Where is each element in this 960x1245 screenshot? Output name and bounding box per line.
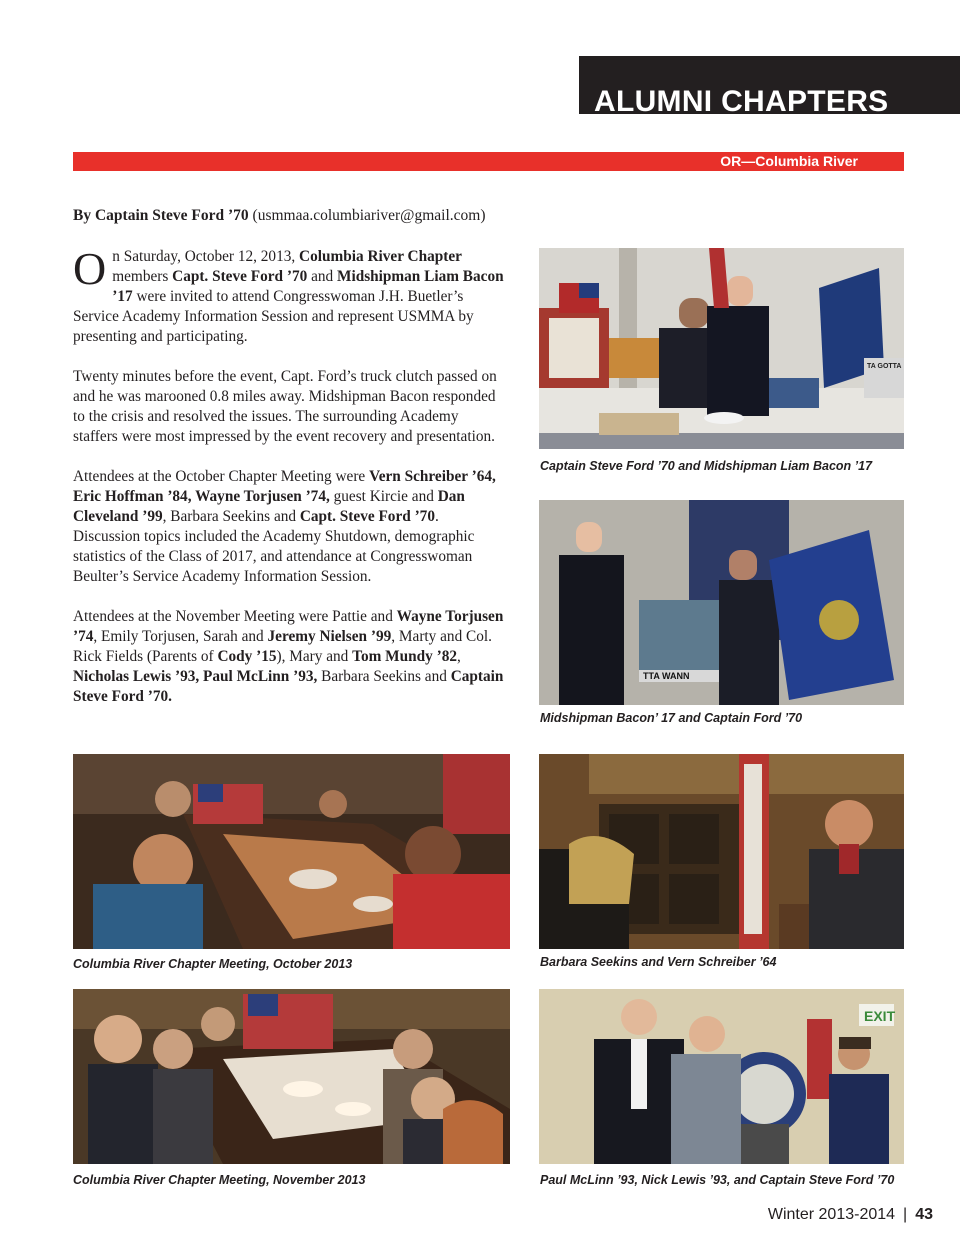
bold-name-run: Capt. Steve Ford ’70 bbox=[172, 268, 308, 285]
caption-photo-6: Paul McLinn ’93, Nick Lewis ’93, and Captain Steve Ford ’70 bbox=[540, 1173, 895, 1187]
text-run: n Saturday, October 12, 2013, bbox=[112, 248, 300, 265]
photo-5-illustration bbox=[73, 989, 510, 1164]
paragraph-4-text bbox=[73, 608, 503, 705]
photo-2-illustration bbox=[539, 500, 904, 705]
text-run: Attendees at the November Meeting were Pattie and bbox=[73, 608, 397, 625]
text-run: members bbox=[112, 268, 173, 285]
article-paragraph-2 bbox=[73, 367, 505, 447]
caption-photo-5: Columbia River Chapter Meeting, November 2013 bbox=[73, 1173, 366, 1187]
caption-photo-2: Midshipman Bacon’ 17 and Captain Ford ’70 bbox=[540, 711, 803, 725]
bold-name-run: Jeremy Nielsen ’99 bbox=[267, 628, 392, 645]
text-run: ), Mary and bbox=[276, 648, 353, 665]
issue-label: Winter 2013-2014 bbox=[767, 1206, 896, 1223]
article-paragraph-1 bbox=[73, 243, 505, 347]
page-footer bbox=[768, 1205, 933, 1225]
bold-name-run: Cody ’15 bbox=[217, 648, 277, 665]
chapter-bar bbox=[73, 152, 904, 171]
bold-name-run: Nicholas Lewis ’93, Paul McLinn ’93, bbox=[73, 668, 318, 685]
photo-mclinn-lewis-ford bbox=[539, 989, 904, 1164]
bold-name-run: Midshipman Liam Bacon ’17 bbox=[112, 268, 504, 305]
article-paragraph-4 bbox=[73, 607, 505, 707]
bold-name-run: Wayne Torjusen ’74 bbox=[73, 608, 504, 645]
byline: By Captain Steve Ford ’70 (usmmaa.columbiariver@gmail.com) bbox=[73, 207, 486, 224]
caption-photo-1: Captain Steve Ford ’70 and Midshipman Liam Bacon ’17 bbox=[540, 459, 873, 473]
photo-2-banner-text: TTA WANN bbox=[643, 671, 690, 681]
paragraph-1-text bbox=[73, 243, 504, 345]
text-run: , Marty and Col. Rick Fields (Parents of bbox=[73, 628, 492, 665]
photo-bacon-and-ford-flag bbox=[539, 500, 904, 705]
photo-3-illustration bbox=[73, 754, 510, 949]
chapter-label: OR—Columbia River bbox=[720, 153, 858, 169]
byline-email: usmmaa.columbiariver@gmail.com bbox=[257, 207, 481, 224]
bold-name-run: Dan Cleveland ’99 bbox=[73, 488, 465, 525]
paragraph-3-text bbox=[73, 468, 496, 585]
text-run: and bbox=[307, 268, 337, 285]
text-run: . Discussion topics included the Academy Shutdown, demographic statistics of the Class of 2017, and attendance at Congresswoman Beulter’s Service Academy Information Session. bbox=[73, 508, 475, 585]
page-number: 43 bbox=[915, 1206, 933, 1223]
byline-author: By Captain Steve Ford ’70 bbox=[73, 207, 249, 224]
photo-1-banner-text: TA GOTTA bbox=[867, 363, 902, 370]
exit-sign-text: EXIT bbox=[864, 1008, 896, 1024]
article-body bbox=[73, 243, 505, 727]
text-run: , Barbara Seekins and bbox=[162, 508, 300, 525]
caption-photo-4: Barbara Seekins and Vern Schreiber ’64 bbox=[540, 955, 777, 969]
bold-name-run: Capt. Steve Ford ’70 bbox=[299, 508, 435, 525]
bold-name-run: Tom Mundy ’82 bbox=[352, 648, 458, 665]
text-run: , Emily Torjusen, Sarah and bbox=[93, 628, 268, 645]
footer-separator: | bbox=[903, 1206, 908, 1223]
photo-november-meeting bbox=[73, 989, 510, 1164]
photo-6-illustration bbox=[539, 989, 904, 1164]
article-paragraph-3 bbox=[73, 467, 505, 587]
bold-name-run: Columbia River Chapter bbox=[299, 248, 462, 265]
text-run: Attendees at the October Chapter Meeting were bbox=[73, 468, 370, 485]
text-run: guest Kircie and bbox=[329, 488, 438, 505]
photo-1-illustration bbox=[539, 248, 904, 449]
text-run: , bbox=[457, 648, 461, 665]
photo-seekins-and-schreiber bbox=[539, 754, 904, 949]
photo-4-illustration bbox=[539, 754, 904, 949]
photo-october-meeting bbox=[73, 754, 510, 949]
photo-ford-and-bacon-booth bbox=[539, 248, 904, 449]
paragraph-2-text bbox=[73, 368, 497, 445]
text-run: were invited to attend Congresswoman J.H. Buetler’s Service Academy Information Session and represent USMMA by presenting and participating. bbox=[73, 288, 474, 345]
drop-cap: O bbox=[73, 243, 107, 294]
section-title: ALUMNI CHAPTERS bbox=[594, 85, 889, 114]
caption-photo-3: Columbia River Chapter Meeting, October 2013 bbox=[73, 957, 353, 971]
bold-name-run: Captain Steve Ford ’70. bbox=[73, 668, 504, 705]
text-run: Twenty minutes before the event, Capt. Ford’s truck clutch passed on and he was marooned 0.8 miles away. Midshipman Bacon responded to the crisis and resolved the issues. The surrounding Academy staffers were most impressed by the event recovery and presentation. bbox=[73, 368, 497, 445]
bold-name-run: Vern Schreiber ’64, Eric Hoffman ’84, Wayne Torjusen ’74, bbox=[73, 468, 496, 505]
text-run: Barbara Seekins and bbox=[317, 668, 451, 685]
